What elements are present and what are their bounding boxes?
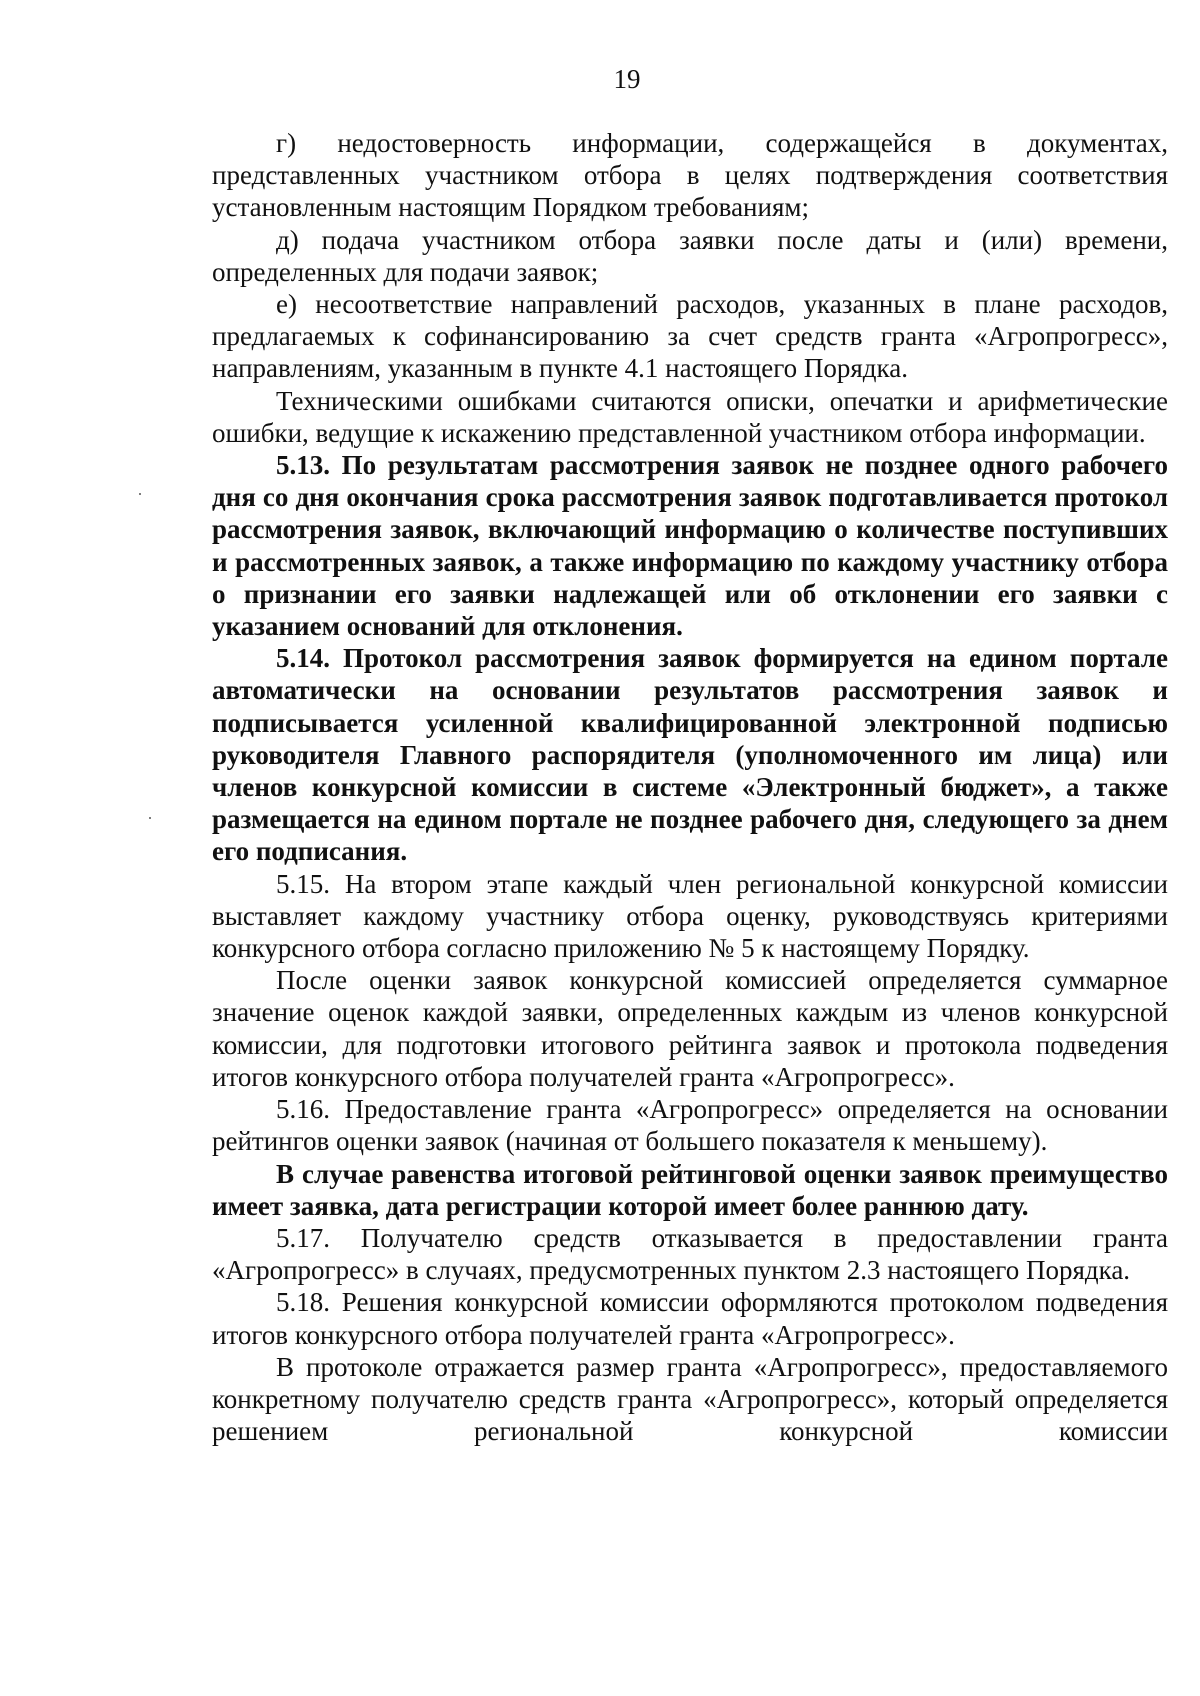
paragraph-5-14: 5.14. Протокол рассмотрения заявок формируется на едином портале автоматически на основании результатов рассмотрения заявок и подписывается усиленной квалифицированной электронной подписью руководителя Главного распорядителя (уполномоченного им лица) или членов конкурсной комиссии в системе «Электронный бюджет», а также размещается на едином портале не позднее рабочего дня, следующего за днем его подписания.	[212, 643, 1168, 867]
paragraph-5-15: 5.15. На втором этапе каждый член региональной конкурсной комиссии выставляет каждому участнику отбора оценку, руководствуясь критериями конкурсного отбора согласно приложению № 5 к настоящему Порядку.	[212, 868, 1168, 964]
paragraph-after-evaluation: После оценки заявок конкурсной комиссией определяется суммарное значение оценок каждой заявки, определенных каждым из членов конкурсной комиссии, для подготовки итогового рейтинга заявок и протокола подведения итогов конкурсного отбора получателей гранта «Агропрогресс».	[212, 965, 1168, 1092]
scan-speck	[139, 493, 141, 495]
paragraph-protocol-grant-size: В протоколе отражается размер гранта «Агропрогресс», предоставляемого конкретному получателю средств гранта «Агропрогресс», который определяется решением региональной конкурсной комиссии	[212, 1351, 1168, 1447]
paragraph-technical-errors: Техническими ошибками считаются описки, опечатки и арифметические ошибки, ведущие к искажению представленной участником отбора информации.	[212, 385, 1168, 448]
paragraph-5-17: 5.17. Получателю средств отказывается в предоставлении гранта «Агропрогресс» в случаях, предусмотренных пунктом 2.3 настоящего Порядка.	[212, 1222, 1168, 1286]
scan-speck	[149, 817, 151, 819]
page-number: 19	[613, 64, 641, 94]
paragraph-item-e: е) несоответствие направлений расходов, указанных в плане расходов, предлагаемых к софинансированию за счет средств гранта «Агропрогресс», направлениям, указанным в пункте 4.1 настоящего Порядка.	[212, 289, 1168, 384]
paragraph-item-g: г) недостоверность информации, содержащейся в документах, представленных участником отбора в целях подтверждения соответствия установленным настоящим Порядком требованиям;	[212, 128, 1168, 223]
paragraph-5-16: 5.16. Предоставление гранта «Агропрогресс» определяется на основании рейтингов оценки заявок (начиная от большего показателя к меньшему).	[212, 1094, 1168, 1157]
paragraph-equal-rating: В случае равенства итоговой рейтинговой оценки заявок преимущество имеет заявка, дата регистрации которой имеет более раннюю дату.	[212, 1158, 1168, 1221]
paragraph-item-d: д) подача участником отбора заявки после даты и (или) времени, определенных для подачи заявок;	[212, 224, 1168, 287]
paragraph-5-13: 5.13. По результатам рассмотрения заявок не позднее одного рабочего дня со дня окончания срока рассмотрения заявок подготавливается протокол рассмотрения заявок, включающий информацию о количестве поступивших и рассмотренных заявок, а также информацию по каждому участнику отбора о признании его заявки надлежащей или об отклонении его заявки с указанием оснований для отклонения.	[212, 450, 1168, 642]
paragraph-5-18: 5.18. Решения конкурсной комиссии оформляются протоколом подведения итогов конкурсного отбора получателей гранта «Агропрогресс».	[212, 1287, 1168, 1350]
document-body	[212, 127, 1168, 1447]
